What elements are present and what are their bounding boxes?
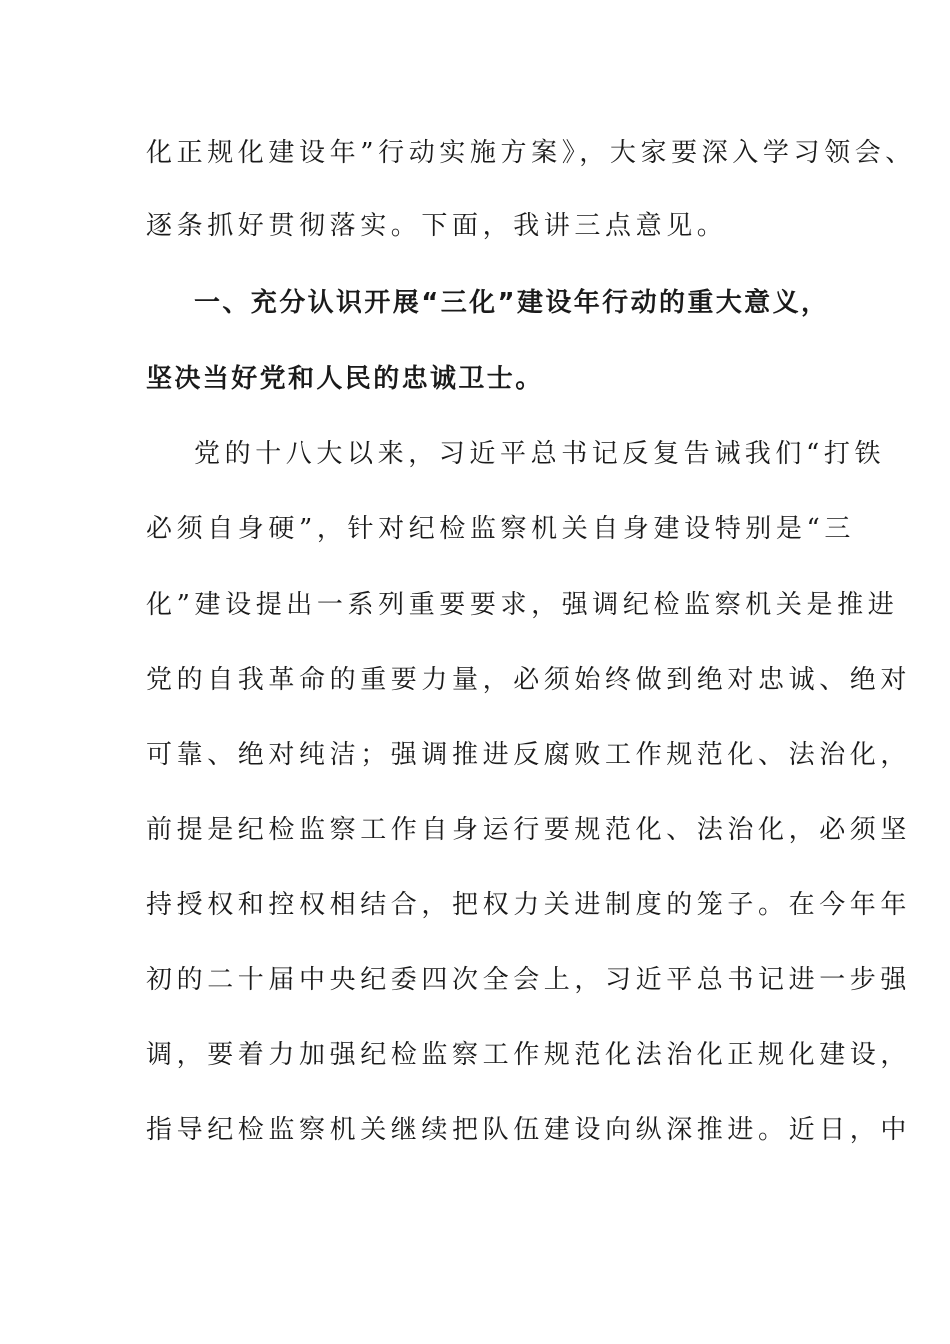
paragraph-line: 初的二十届中央纪委四次全会上，习近平总书记进一步强 [146,965,912,995]
paragraph-line: 持授权和控权相结合，把权力关进制度的笼子。在今年年 [146,890,912,920]
paragraph-line: 党的十八大以来，习近平总书记反复告诫我们“打铁 [194,439,886,469]
paragraph-line: 党的自我革命的重要力量，必须始终做到绝对忠诚、绝对 [146,665,912,695]
paragraph-line: 前提是纪检监察工作自身运行要规范化、法治化，必须坚 [146,815,912,845]
paragraph-line: 必须自身硬”，针对纪检监察机关自身建设特别是“三 [146,514,855,544]
section-heading-line: 一、充分认识开展“三化”建设年行动的重大意义， [194,288,830,318]
paragraph-line: 调，要着力加强纪检监察工作规范化法治化正规化建设， [146,1040,912,1070]
paragraph-line: 化”建设提出一系列重要要求，强调纪检监察机关是推进 [146,590,899,620]
paragraph-line: 可靠、绝对纯洁；强调推进反腐败工作规范化、法治化， [146,740,912,770]
paragraph-line: 化正规化建设年”行动实施方案》，大家要深入学习领会、 [146,138,916,168]
paragraph-line: 指导纪检监察机关继续把队伍建设向纵深推进。近日，中 [146,1115,912,1145]
section-heading-line: 坚决当好党和人民的忠诚卫士。 [146,364,544,394]
paragraph-line: 逐条抓好贯彻落实。下面，我讲三点意见。 [146,211,728,241]
